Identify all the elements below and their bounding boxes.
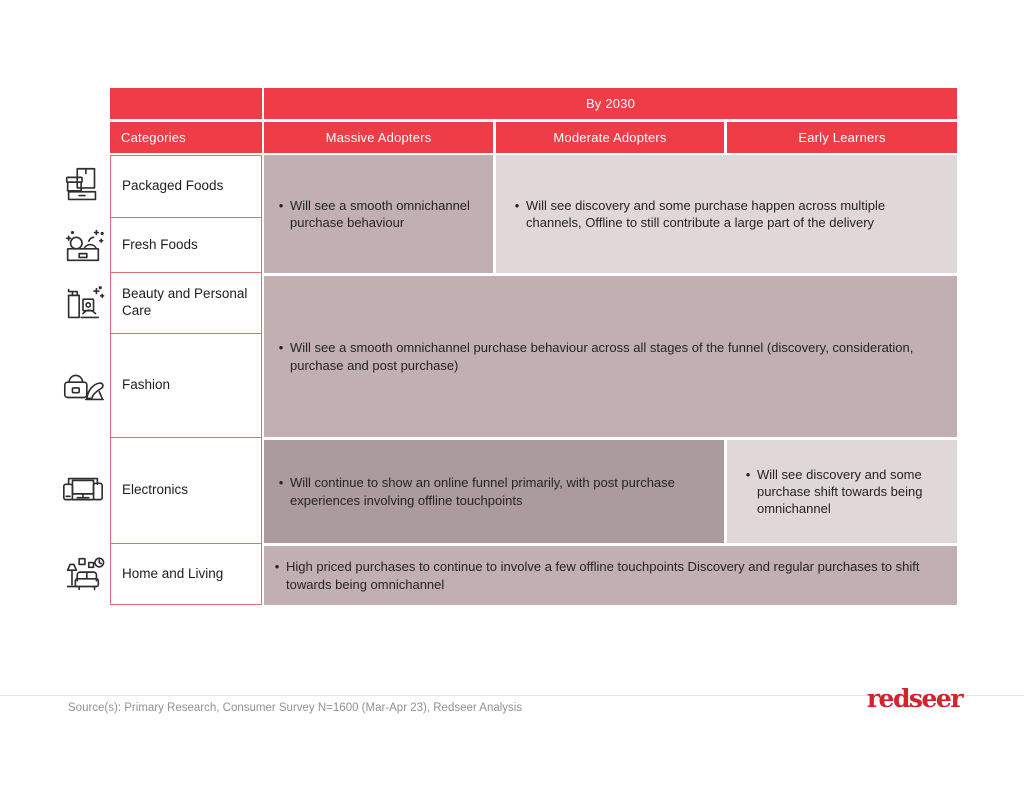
- category-label: Fashion: [122, 377, 171, 393]
- category-cell-fashion: [110, 333, 262, 438]
- matrix-cell-foods-massive: [264, 155, 493, 273]
- column-header-massive-adopters: Massive Adopters: [264, 122, 493, 153]
- matrix-cell-home-living-all: [264, 546, 957, 605]
- category-cell-electronics: [110, 437, 262, 544]
- category-cell-beauty-personal-care: [110, 272, 262, 334]
- bullet-icon: •: [274, 559, 280, 575]
- bullet-item: [272, 339, 951, 373]
- bullet-icon: •: [745, 466, 751, 482]
- beauty-personal-care-icon: [60, 281, 106, 327]
- packaged-foods-icon: [60, 163, 106, 209]
- bullet-item: [268, 558, 951, 592]
- cell-text: Will see discovery and some purchase shift towards being omnichannel: [757, 466, 923, 517]
- home-living-icon: [60, 552, 106, 598]
- category-label: Electronics: [122, 482, 189, 498]
- cell-text: Will see a smooth omnichannel purchase behaviour across all stages of the funnel (discovery, consideration, purchase and post purchase): [290, 340, 914, 373]
- bullet-item: [272, 197, 489, 231]
- column-header-moderate-adopters: Moderate Adopters: [496, 122, 724, 153]
- bullet-item: [508, 197, 897, 231]
- category-label: Packaged Foods: [122, 178, 224, 194]
- matrix-cell-electronics-early: [727, 440, 957, 543]
- fresh-foods-icon: [60, 222, 106, 268]
- redseer-logo: redseer: [866, 684, 962, 713]
- header-blank-cell: [110, 88, 262, 119]
- matrix-cell-foods-moderate-early: [496, 155, 957, 273]
- category-label: Home and Living: [122, 565, 224, 581]
- bullet-item: [272, 474, 718, 508]
- cell-text: High priced purchases to continue to involve a few offline touchpoints Discovery and regular purchases to shift towards being omnichannel: [286, 559, 920, 592]
- source-text: Source(s): Primary Research, Consumer Survey N=1600 (Mar-Apr 23), Redseer Analysis: [68, 702, 523, 714]
- fashion-icon: [60, 363, 106, 409]
- cell-text: Will continue to show an online funnel primarily, with post purchase experiences involving offline touchpoints: [290, 475, 675, 508]
- bullet-icon: •: [278, 197, 284, 213]
- matrix-cell-beauty-fashion-all: [264, 276, 957, 437]
- bullet-item: [739, 466, 949, 517]
- category-cell-packaged-foods: [110, 155, 262, 218]
- category-label: Fresh Foods: [122, 236, 198, 252]
- bullet-icon: •: [514, 197, 520, 213]
- matrix-cell-electronics-massive-moderate: [264, 440, 724, 543]
- column-header-early-learners: Early Learners: [727, 122, 957, 153]
- bullet-icon: •: [278, 340, 284, 356]
- category-cell-home-living: [110, 543, 262, 605]
- year-header: By 2030: [264, 88, 957, 119]
- categories-header: Categories: [110, 122, 262, 153]
- category-label: Beauty and Personal Care: [122, 286, 248, 318]
- electronics-icon: [60, 468, 106, 514]
- category-cell-fresh-foods: [110, 217, 262, 273]
- bullet-icon: •: [278, 475, 284, 491]
- cell-text: Will see discovery and some purchase happen across multiple channels, Offline to still contribute a large part of the delivery: [526, 197, 886, 230]
- cell-text: Will see a smooth omnichannel purchase behaviour: [290, 197, 470, 230]
